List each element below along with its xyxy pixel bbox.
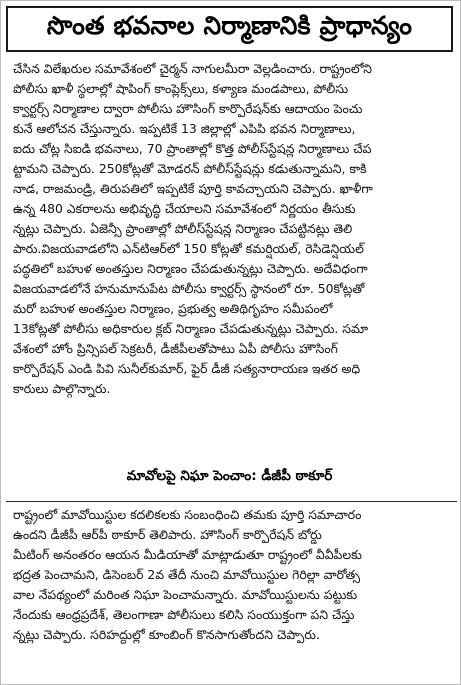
story-line: నాడ, రాజమండ్రి, తిరుపతిలో ఇప్పటికే పూర్తి కావచ్చాయని చెప్పారు. ఖాళీగా (13, 181, 373, 196)
story-line: కునే ఆలోచన చేస్తున్నారు. ఇప్పటికే 13 జిల్లాల్లో ఎపిపి భవన నిర్మాణాలు, (13, 121, 356, 136)
story-line: విజయవాడలోనే హనుమానుపేట పోలీసు క్వార్టర్స్ స్థానంలో రూ. 50కోట్లతో (13, 281, 365, 296)
story-body-2 (13, 505, 453, 645)
story-line: కారులు పాల్గొన్నారు. (13, 381, 111, 396)
subheadline: మావోలపై నిఘా పెంచాం: డీజీపీ ఠాకూర్ (126, 467, 333, 484)
story-line: పద్ధతిలో బహుళ అంతస్తుల నిర్మాణం చేపడుతున్నట్లు చెప్పారు. అదేవిధంగా (13, 261, 368, 276)
story2-line: నేందుకు ఆంధ్రప్రదేశ్, తెలంగాణా పోలీసులు కలిసి సంయుక్తంగా పని చేస్తు (13, 607, 355, 622)
headline: సొంత భవనాల నిర్మాణానికి ప్రాధాన్యం (46, 11, 413, 40)
story2-line: వాల నేపథ్యంలో మరింత నిఘా పెంచామన్నారు. మావోయిస్టులను పట్టుకు (13, 587, 358, 602)
story-line: మరో బహుళ అంతస్తుల నిర్మాణం, ప్రభుత్వ అతిథిగృహం సమీపంలో (13, 301, 333, 316)
story2-line: రాష్ట్రంలో మావోయిస్టుల కదలికలకు సంబంధించి తమకు పూర్తి సమాచారం (13, 507, 362, 522)
story2-line: మీటింగ్ అనంతరం ఆయన మీడియాతో మాట్లాడుతూ రాష్ట్రంలో వీవీపీలకు (13, 547, 362, 562)
story-line: ఐదు చోట్ల సిఐడి భవనాలు, 70 ప్రాంతాల్లో కొత్త పోలీస్‌స్టేషన్ల నిర్మాణాలు చేప (13, 141, 372, 156)
story2-line: ఉందని డీజీపీ ఆర్‌పీ ఠాకూర్ తెలిపారు. హౌసింగ్ కార్పొరేషన్ బోర్డు (13, 527, 322, 542)
story2-line: న్నట్లు చెప్పారు. సరిహద్దుల్లో కూంబింగ్ కొనసాగుతోందని చెప్పారు. (13, 627, 320, 642)
story2-line: భద్రత పెంచామని, డిసెంబర్ 2వ తేదీ నుంచి మావోయిస్టుల గెరిల్లా వారోత్స (13, 567, 360, 582)
story-line: చేసిన విలేఖరుల సమావేశంలో చైర్మన్ నాగులమీరా వెల్లడించారు. రాష్ట్రంలోని (13, 61, 372, 76)
story-body (13, 59, 453, 399)
story-line: 13కోట్లతో పోలీసు అధికారుల క్లబ్ నిర్మాణం చేపడుతున్నట్లు చెప్పారు. సమా (13, 321, 369, 336)
story-line: పారు.విజయవాడలోని ఎన్‌టిఆర్‌లో 150 కోట్లతో కమర్షియల్, రెసిడెన్షియల్ (13, 241, 364, 256)
subheadline-divider (6, 501, 457, 502)
subheadline-box (6, 460, 453, 494)
story-line: క్వార్టర్స్ నిర్మాణాల ద్వారా పోలీసు హౌసింగ్ కార్పొరేషన్‌కు ఆదాయం పెంచు (13, 101, 363, 116)
story-line: పోలీసు ఖాళీ స్థలాల్లో షాపింగ్ కాంప్లెక్స్‌లు, కళ్యాణ మండపాలు, పోలీసు (13, 81, 349, 96)
headline-box (6, 6, 453, 52)
story-line: న్నట్లు చెప్పారు. ఏజెన్సీ ప్రాంతాల్లో పోలీస్‌స్టేషన్ల నిర్మాణం చేపట్టినట్లు తెలి (13, 221, 353, 236)
story-line: వేశంలో హోం ప్రిన్సిపల్ సెక్రటరీ, డీజీపీలతోపాటు ఏపీ పోలీసు హౌసింగ్ (13, 341, 338, 356)
story-line: ఉన్న 480 ఎకరాలను అభివృద్ధి చేయాలని సమావేశంలో నిర్ణయం తీసుకు (13, 201, 356, 216)
story-line: ట్టామని చెప్పారు. 250కోట్లతో మోడరన్ పోలీస్‌స్టేషన్లు కడుతున్నామని, కాకి (13, 161, 367, 176)
story-line: కార్పొరేషన్ ఎండి పివి సునీల్‌కుమార్, ఫైర్ డీజీ సత్యనారాయణ ఇతర అధి (13, 361, 361, 376)
